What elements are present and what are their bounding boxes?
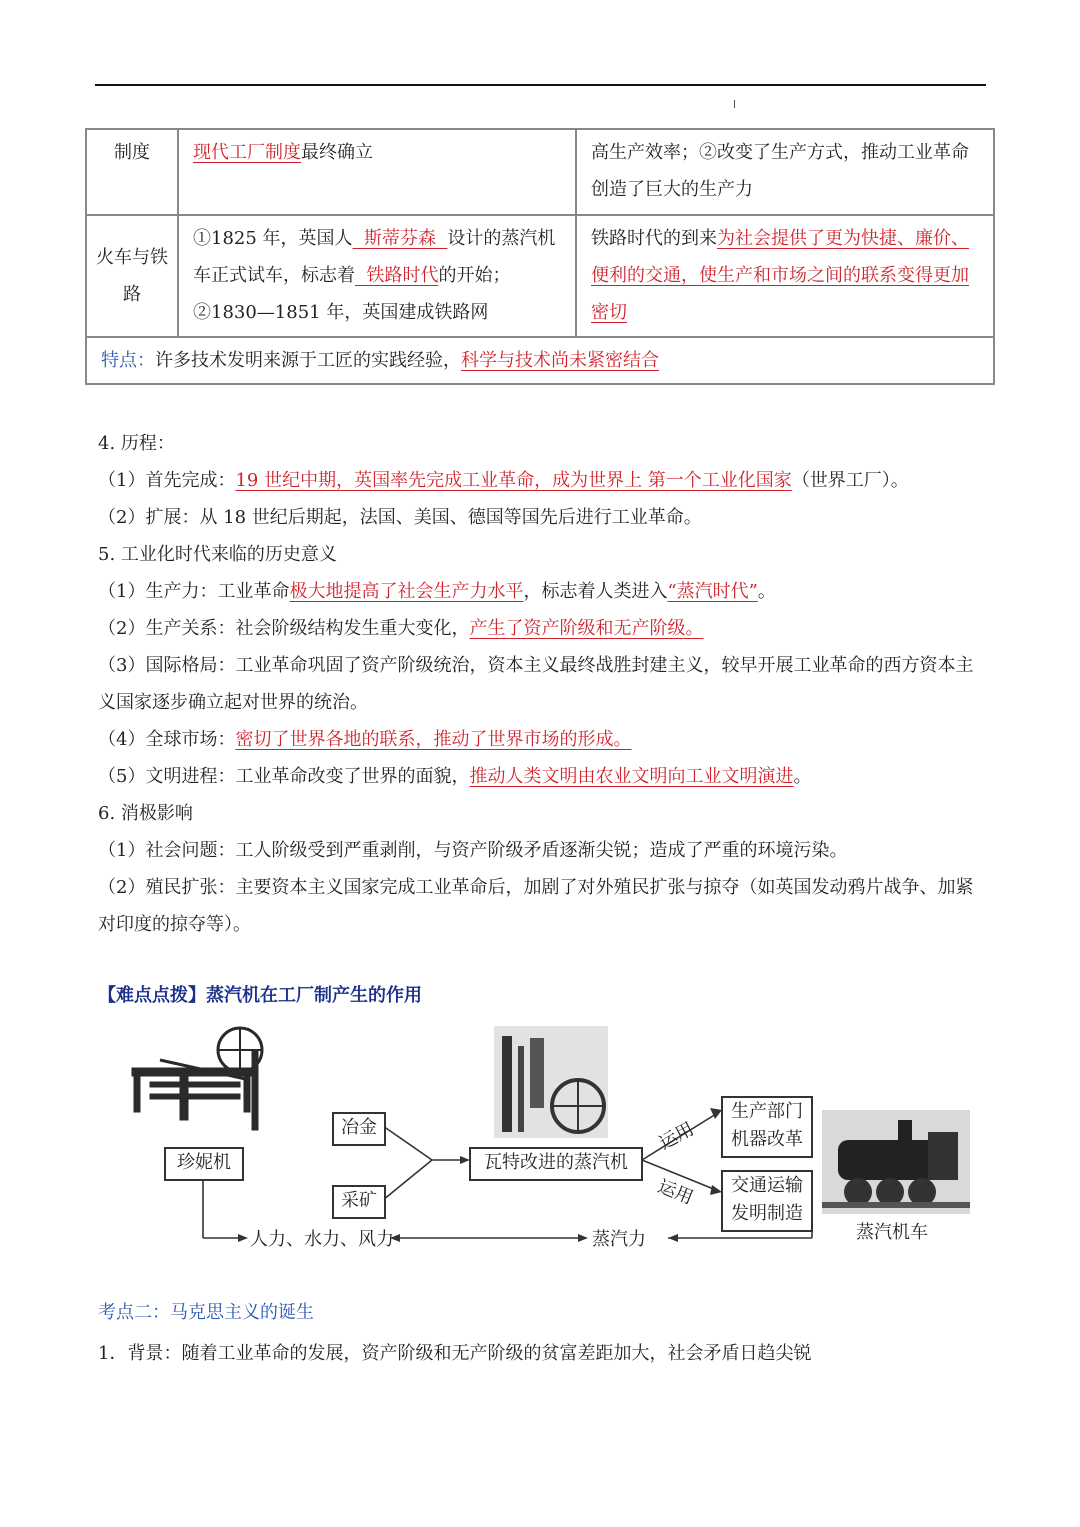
transport-box xyxy=(721,1170,813,1232)
answer-text: 密切了世界各地的联系，推动了世界市场的形成。 xyxy=(235,729,632,750)
apply-label: 运用 xyxy=(655,1118,698,1155)
content-text: 的开始； xyxy=(438,265,511,286)
text: （1）生产力：工业革命 xyxy=(98,581,290,602)
row-content xyxy=(178,215,576,337)
answer-text: 铁路时代 xyxy=(355,265,439,286)
box-line: 交通运输 xyxy=(731,1175,803,1196)
text: （2）生产关系：社会阶级结构发生重大变化， xyxy=(98,618,470,639)
table-row xyxy=(86,337,994,384)
apply-label: 运用 xyxy=(654,1175,697,1209)
row-effect xyxy=(576,215,994,337)
watt-engine-box: 瓦特改进的蒸汽机 xyxy=(469,1147,643,1181)
production-box xyxy=(721,1096,813,1158)
mining-box: 采矿 xyxy=(332,1185,386,1219)
text: （世界工厂）。 xyxy=(791,470,909,491)
metallurgy-box: 冶金 xyxy=(332,1112,386,1146)
feature-cell xyxy=(86,337,994,384)
content-text: ①1825 年，英国人 xyxy=(193,228,353,249)
notes-body xyxy=(98,425,988,943)
answer-text: 产生了资产阶级和无产阶级。 xyxy=(469,618,704,639)
answer-text: “蒸汽时代” xyxy=(667,581,758,602)
table-row xyxy=(86,129,994,215)
knowledge-table xyxy=(85,128,995,385)
paragraph xyxy=(98,758,988,795)
answer-text: 为社会提供了更为快捷、廉价、便利的交通，使生产和市场之间的联系变得更加密切 xyxy=(591,228,969,323)
content-text: ②1830—1851 年，英国建成铁路网 xyxy=(193,302,489,323)
box-line: 机器改革 xyxy=(731,1129,803,1150)
paragraph: （2）扩展：从 18 世纪后期起，法国、美国、德国等国先后进行工业革命。 xyxy=(98,507,702,528)
row-label: 制度 xyxy=(86,129,178,215)
box-line: 生产部门 xyxy=(731,1101,803,1122)
page-mark xyxy=(734,100,735,108)
text: （5）文明进程：工业革命改变了世界的面貌， xyxy=(98,766,470,787)
feature-label: 特点： xyxy=(101,350,155,371)
box-line: 发明制造 xyxy=(731,1203,803,1224)
content-text: 设计的蒸汽机车正式试车，标志着 xyxy=(193,228,556,286)
text: （4）全球市场： xyxy=(98,729,236,750)
answer-text: 推动人类文明由农业文明向工业文明演进 xyxy=(469,766,794,787)
diagram-lines xyxy=(120,1020,980,1260)
locomotive-label: 蒸汽机车 xyxy=(856,1222,928,1243)
header-rule xyxy=(95,84,986,86)
paragraph xyxy=(98,721,988,758)
power-old-label: 人力、水力、风力 xyxy=(250,1229,394,1250)
paragraph: 1．背景：随着工业革命的发展，资产阶级和无产阶级的贫富差距加大，社会矛盾日趋尖锐 xyxy=(98,1343,812,1364)
answer-text: 科学与技术尚未紧密结合 xyxy=(461,350,659,371)
heading: 4. 历程： xyxy=(98,433,175,454)
paragraph xyxy=(98,462,988,499)
answer-text: 现代工厂制度 xyxy=(193,142,301,163)
spinning-jenny-image xyxy=(132,1028,262,1130)
paragraph: （3）国际格局：工业革命巩固了资产阶级统治，资本主义最终战胜封建主义，较早开展工业革命的西方资本主义国家逐步确立起对世界的统治。 xyxy=(98,655,974,713)
text: 。 xyxy=(793,766,812,787)
paragraph xyxy=(98,610,988,647)
section-heading: 考点二：马克思主义的诞生 xyxy=(98,1302,314,1323)
paragraph: （1）社会问题：工人阶级受到严重剥削，与资产阶级矛盾逐渐尖锐；造成了严重的环境污染。 xyxy=(98,840,848,861)
steam-power-label: 蒸汽力 xyxy=(592,1229,646,1250)
content-text: 铁路时代的到来 xyxy=(591,228,717,249)
answer-text: 19 世纪中期，英国率先完成工业革命，成为世界上 第一个工业化国家 xyxy=(235,470,792,491)
answer-text: 极大地提高了社会生产力水平 xyxy=(289,581,524,602)
steam-engine-image xyxy=(494,1026,608,1138)
hint-title: 【难点点拨】蒸汽机在工厂制产生的作用 xyxy=(98,985,422,1006)
steam-engine-diagram xyxy=(120,1020,980,1260)
content-text: 许多技术发明来源于工匠的实践经验， xyxy=(155,350,461,371)
answer-text: 斯蒂芬森 xyxy=(352,228,448,249)
locomotive-image xyxy=(822,1110,970,1214)
text: ，标志着人类进入 xyxy=(523,581,668,602)
heading: 6. 消极影响 xyxy=(98,803,193,824)
row-label xyxy=(86,215,178,337)
table-row xyxy=(86,215,994,337)
row-effect: 高生产效率；②改变了生产方式，推动工业革命创造了巨大的生产力 xyxy=(576,129,994,215)
text: （1）首先完成： xyxy=(98,470,236,491)
text: 。 xyxy=(757,581,776,602)
jenny-box: 珍妮机 xyxy=(164,1147,244,1181)
paragraph: （2）殖民扩张：主要资本主义国家完成工业革命后，加剧了对外殖民扩张与掠夺（如英国发动鸦片战争、加紧对印度的掠夺等）。 xyxy=(98,877,974,935)
label-text: 火车与铁路 xyxy=(96,247,168,305)
paragraph xyxy=(98,573,988,610)
content-text: 最终确立 xyxy=(301,142,373,163)
row-content xyxy=(178,129,576,215)
heading: 5. 工业化时代来临的历史意义 xyxy=(98,544,337,565)
